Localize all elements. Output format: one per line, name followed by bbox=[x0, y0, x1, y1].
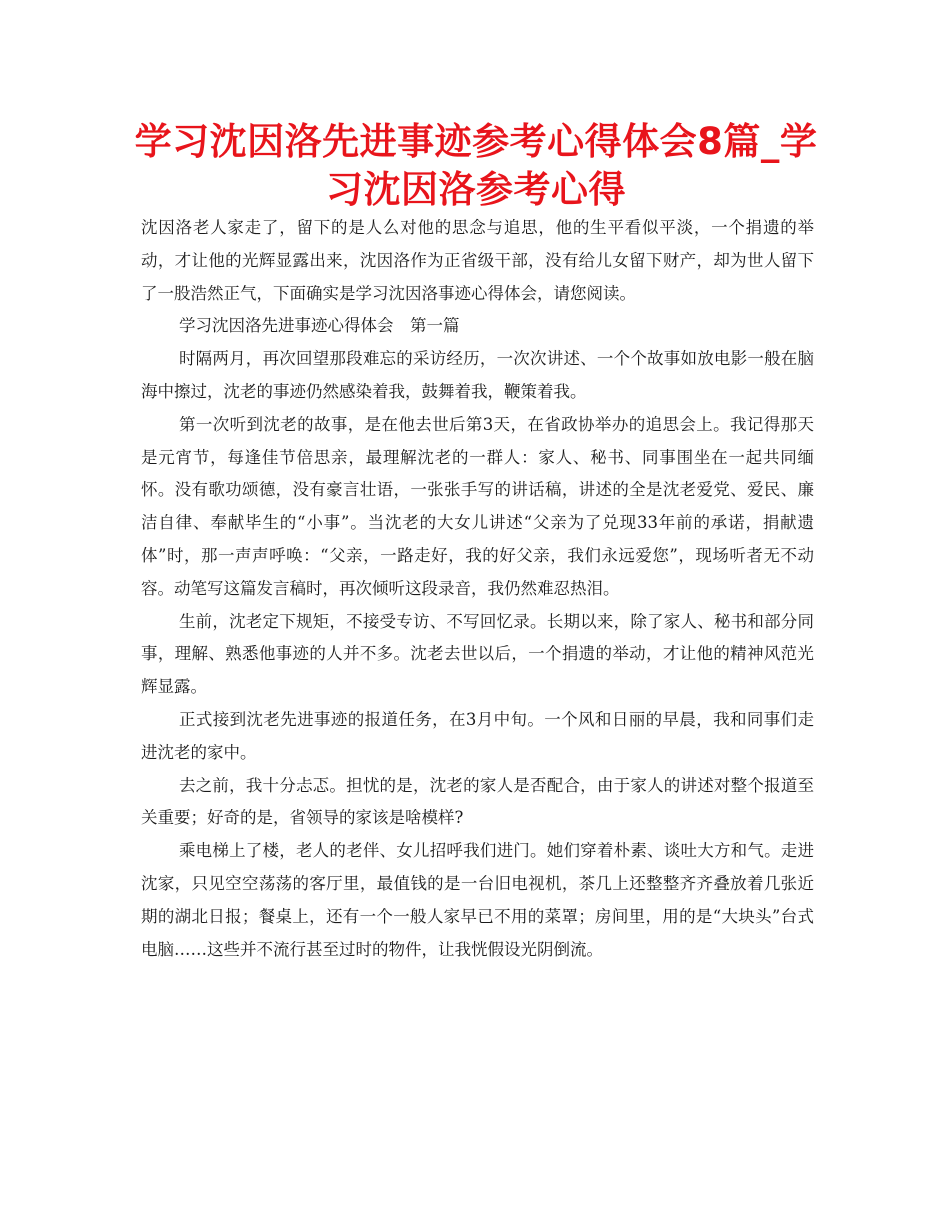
document-title: 学习沈因洛先进事迹参考心得体会8篇_学习沈因洛参考心得 bbox=[134, 120, 818, 211]
body-paragraph: 时隔两月，再次回望那段难忘的采访经历，一次次讲述、一个个故事如放电影一般在脑海中擦过，沈老的事迹仍然感染着我，鼓舞着我，鞭策着我。 bbox=[141, 349, 814, 401]
body-paragraph: 生前，沈老定下规矩，不接受专访、不写回忆录。长期以来，除了家人、秘书和部分同事，理解、熟悉他事迹的人并不多。沈老去世以后，一个捐遗的举动，才让他的精神风范光辉显露。 bbox=[141, 611, 814, 697]
section-heading: 学习沈因洛先进事迹心得体会 第一篇 bbox=[178, 316, 460, 336]
body-paragraph: 乘电梯上了楼，老人的老伴、女儿招呼我们进门。她们穿着朴素、谈吐大方和气。走进沈家，只见空空荡荡的客厅里，最值钱的是一台旧电视机，茶几上还整整齐齐叠放着几张近期的湖北日报；餐桌上，还有一个一般人家早已不用的菜罩；房间里，用的是“大块头”台式电脑……这些并不流行甚至过时的物件，让我恍假设光阴倒流。 bbox=[141, 841, 814, 959]
document-body bbox=[141, 212, 814, 966]
intro-paragraph: 沈因洛老人家走了，留下的是人么对他的思念与追思，他的生平看似平淡，一个捐遗的举动，才让他的光辉显露出来，沈因洛作为正省级干部，没有给儿女留下财产，却为世人留下了一股浩然正气，下面确实是学习沈因洛事迹心得体会，请您阅读。 bbox=[141, 218, 814, 303]
body-paragraph: 去之前，我十分忐忑。担忧的是，沈老的家人是否配合，由于家人的讲述对整个报道至关重要；好奇的是，省领导的家该是啥模样? bbox=[141, 775, 814, 828]
body-paragraph: 正式接到沈老先进事迹的报道任务，在3月中旬。一个风和日丽的早晨，我和同事们走进沈老的家中。 bbox=[141, 709, 814, 762]
body-paragraph: 第一次听到沈老的故事，是在他去世后第3天，在省政协举办的追思会上。我记得那天是元宵节，每逢佳节倍思亲，最理解沈老的一群人：家人、秘书、同事围坐在一起共同缅怀。没有歌功颂德，没有豪言壮语，一张张手写的讲话稿，讲述的全是沈老爱党、爱民、廉洁自律、奉献毕生的“小事”。当沈老的大女儿讲述“父亲为了兑现33年前的承诺，捐献遗体”时，那一声声呼唤：“父亲，一路走好，我的好父亲，我们永远爱您”，现场听者无不动容。动笔写这篇发言稿时，再次倾听这段录音，我仍然难忍热泪。 bbox=[141, 414, 814, 598]
